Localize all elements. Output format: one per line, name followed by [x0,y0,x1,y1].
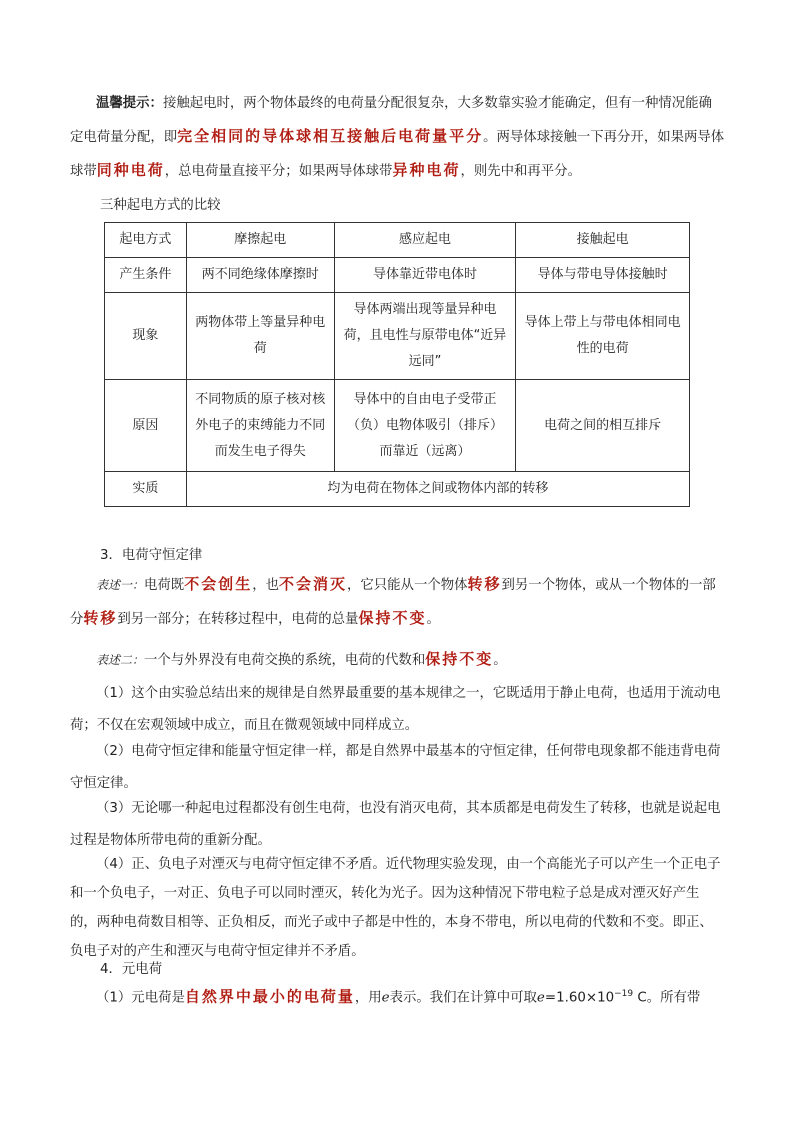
symbol-e: e [381,990,390,1006]
table-cell: 导体中的自由电子受带正（负）电物体吸引（排斥）而靠近（远离） [334,380,516,472]
table-cell: 导体两端出现等量异种电荷，且电性与原带电体“近异远同” [334,293,516,380]
tip-paragraph [70,88,725,188]
tip-text-3: ，总电荷量直接平分；如果两导体球带 [164,164,393,179]
table-cell: 原因 [105,380,187,472]
statement-1-text: ，也 [252,578,279,593]
section-4-text: 表示。我们在计算中可取 [389,990,537,1006]
table-header-cell: 摩擦起电 [186,223,334,258]
table-cell: 现象 [105,293,187,380]
table-cell: 实质 [105,472,187,507]
table-header-cell: 起电方式 [105,223,187,258]
tip-highlight-2: 同种电荷 [96,161,165,179]
statement-2 [70,643,725,677]
statement-1-text: 。 [426,612,440,627]
section-4-text: C。所有带 [633,990,701,1006]
statement-1-label: 表述一： [96,578,145,592]
charge-value: =1.60×10 [544,990,615,1006]
statement-2-text: 一个与外界没有电荷交换的系统，电荷的代数和 [144,653,426,668]
table-cell: 不同物质的原子核对核外电子的束缚能力不同而发生电子得失 [186,380,334,472]
table-cell: 两不同绝缘体摩擦时 [186,258,334,293]
table-cell: 导体与带电导体接触时 [516,258,690,293]
table-header-row [105,223,690,258]
statement-2-text: 。 [493,653,507,668]
symbol-e: e [536,990,545,1006]
statement-1-highlight: 保持不变 [358,609,427,627]
statement-1-highlight: 不会消灭 [278,575,347,593]
tip-text-1: 接触起电时，两个物体最终的电荷量分配很复杂，大多数靠实验才能确定，但有一种情况能确定电荷量分配，即 [70,96,712,145]
table-row [105,258,690,293]
tip-label: 温馨提示： [96,96,163,111]
paragraph-2: （2）电荷守恒定律和能量守恒定律一样，都是自然界中最基本的守恒定律，任何带电现象都不能违背电荷守恒定律。 [70,744,721,791]
table-cell: 导体靠近带电体时 [334,258,516,293]
table-cell: 均为电荷在物体之间或物体内部的转移 [186,472,689,507]
tip-text-4: ，则先中和再平分。 [460,164,581,179]
section-4-text: （1）元电荷是 [96,990,185,1006]
charge-exponent: −19 [614,989,634,999]
table-cell: 电荷之间的相互排斥 [516,380,690,472]
statement-1-text: ，它只能从一个物体 [347,578,468,593]
statement-2-label: 表述二： [96,653,145,667]
tip-highlight-1: 完全相同的导体球相互接触后电荷量平分 [177,127,484,145]
table-cell: 导体上带上与带电体相同电性的电荷 [516,293,690,380]
table-cell: 两物体带上等量异种电荷 [186,293,334,380]
tip-highlight-3: 异种电荷 [392,161,461,179]
section-4-text: ，用 [354,990,382,1006]
section-3-title: 3．电荷守恒定律 [100,548,203,563]
section-4-highlight: 自然界中最小的电荷量 [184,987,355,1006]
paragraph-4: （4）正、负电子对湮灭与电荷守恒定律不矛盾。近代物理实验发现，由一个高能光子可以产生一个正电子和一个负电子，一对正、负电子可以同时湮灭，转化为光子。因为这种情况下带电粒子总是成对湮灭好产生的，两种电荷数目相等、正负相反，而光子或中子都是中性的，本身不带电，所以电荷的代数和不变。即正、负电子对的产生和湮灭与电荷守恒定律并不矛盾。 [70,857,721,959]
paragraph-1: （1）这个由实验总结出来的规律是自然界最重要的基本规律之一，它既适用于静止电荷，也适用于流动电荷；不仅在宏观领域中成立，而且在微观领域中同样成立。 [70,686,721,733]
statement-1-highlight: 转移 [83,609,118,627]
table-row [105,472,690,507]
statement-1-highlight: 转移 [467,575,502,593]
tip-text-2: 。两导体球接触一下再分开，如果两导体球带 [70,130,725,179]
statement-1 [70,568,725,636]
statement-1-text: 到另一部分；在转移过程中，电荷的总量 [117,612,359,627]
table-title: 三种起电方式的比较 [100,198,221,213]
table-row [105,293,690,380]
paragraph-3: （3）无论哪一种起电过程都没有创生电荷，也没有消灭电荷，其本质都是电荷发生了转移，也就是说起电过程是物体所带电荷的重新分配。 [70,801,721,848]
statement-1-text: 到另一个物体，或从一个物体的一部分 [70,578,716,627]
table-cell: 产生条件 [105,258,187,293]
table-header-cell: 接触起电 [516,223,690,258]
comparison-table [104,222,690,507]
table-header-cell: 感应起电 [334,223,516,258]
section-4-title: 4．元电荷 [100,962,163,977]
statement-1-highlight: 不会创生 [184,575,253,593]
statement-2-highlight: 保持不变 [425,650,494,668]
section-4-paragraph-1 [70,978,725,1014]
statement-1-text: 电荷既 [144,578,185,593]
table-row [105,380,690,472]
